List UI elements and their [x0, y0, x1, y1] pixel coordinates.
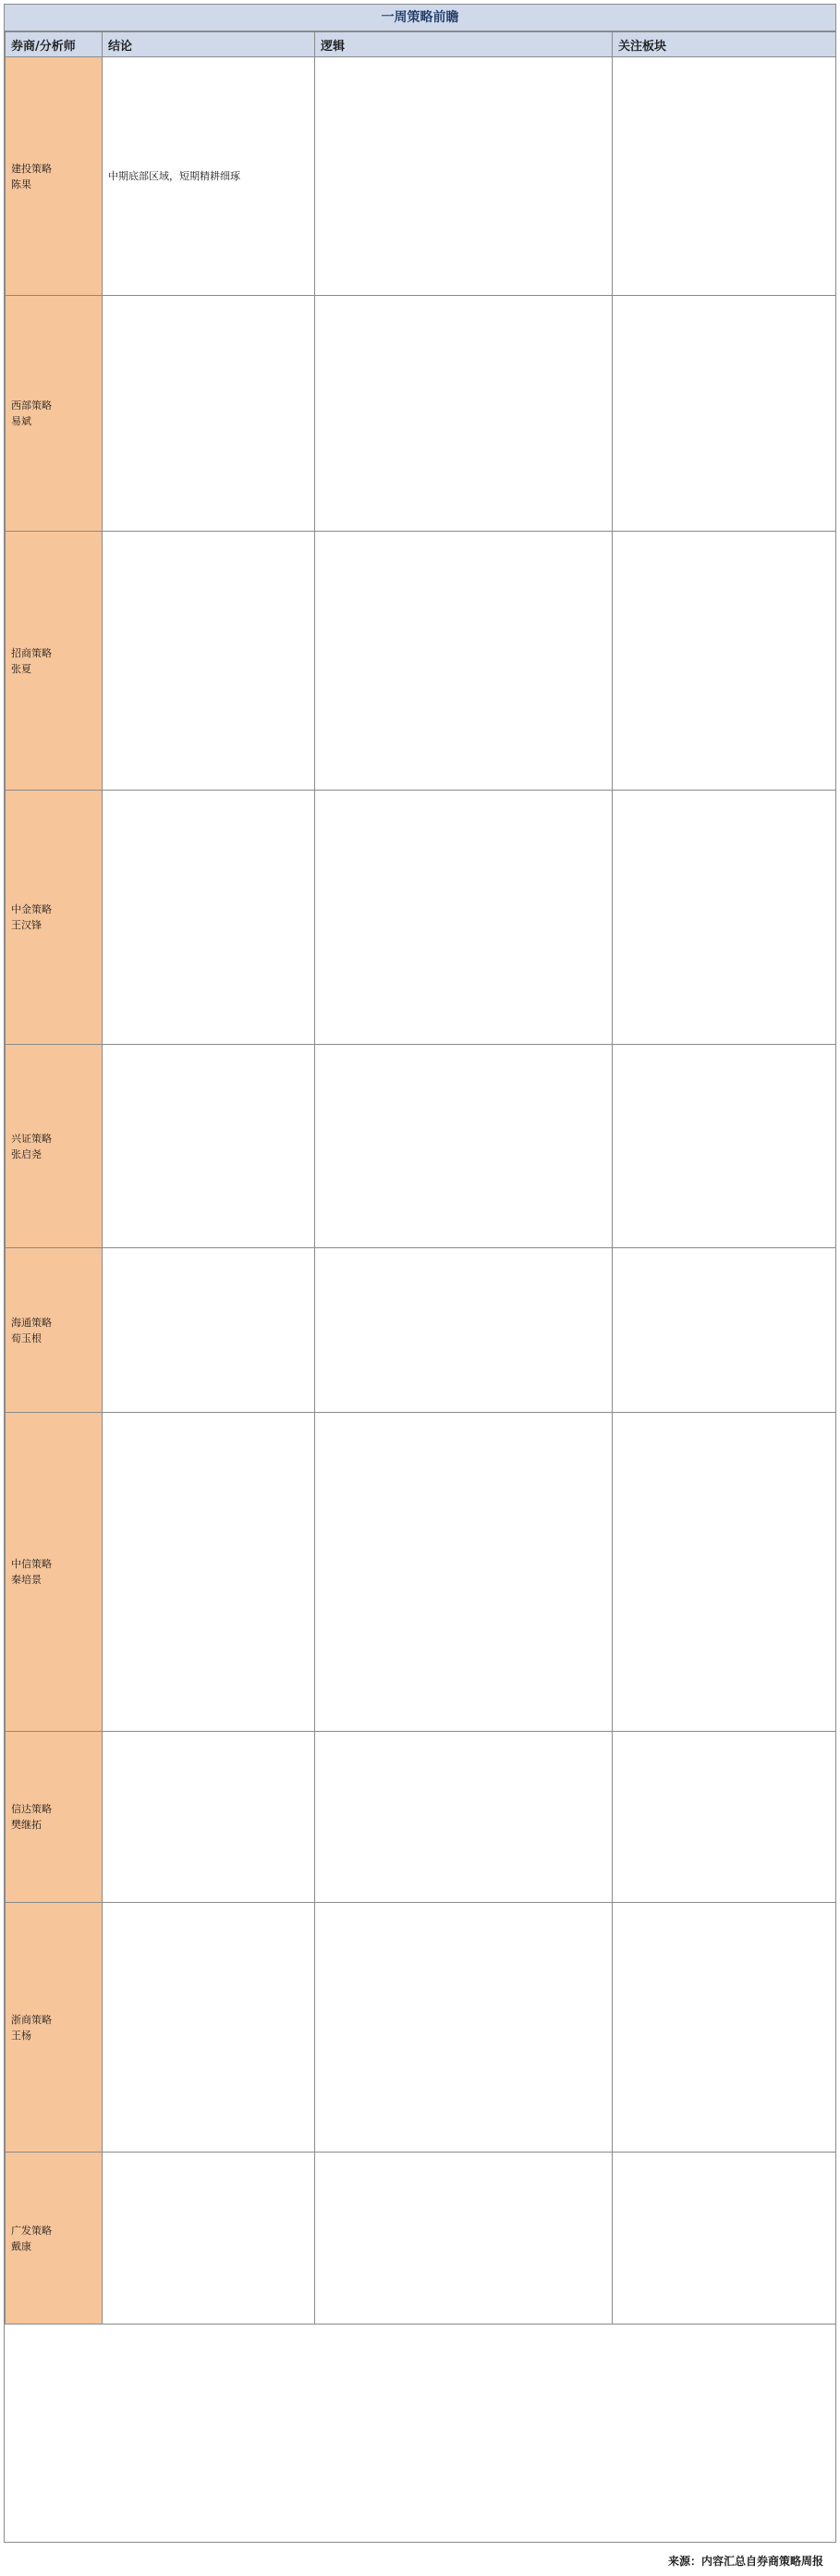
- conclusion-cell: [103, 1248, 315, 1413]
- conclusion-cell: [103, 2153, 315, 2325]
- analyst-name: 易斌: [11, 415, 31, 427]
- conclusion-cell: [103, 1413, 315, 1732]
- conclusion-cell: 中期底部区域，短期精耕细琢: [103, 57, 315, 296]
- table-row: [6, 57, 837, 296]
- broker-name: 兴证策略: [11, 1132, 52, 1145]
- analyst-name: 张夏: [11, 662, 31, 675]
- broker-cell: [6, 1732, 103, 1903]
- broker-cell: [6, 57, 103, 296]
- analyst-name: 樊继拓: [11, 1819, 42, 1831]
- analyst-name: 秦培景: [11, 1574, 42, 1586]
- header-conclusion: 结论: [103, 32, 315, 57]
- broker-name: 海通策略: [11, 1316, 52, 1329]
- broker-cell: [6, 1045, 103, 1248]
- logic-cell: [315, 1903, 613, 2153]
- sector-cell: [613, 57, 837, 296]
- table-row: [6, 1732, 837, 1903]
- broker-cell: [6, 532, 103, 791]
- table-row: [6, 1248, 837, 1413]
- table-row: [6, 532, 837, 791]
- broker-name: 中金策略: [11, 903, 52, 915]
- table-row: [6, 296, 837, 532]
- strategy-table: [5, 31, 836, 2325]
- analyst-name: 王汉锋: [11, 919, 42, 931]
- broker-cell: [6, 1248, 103, 1413]
- broker-cell: [6, 1903, 103, 2153]
- header-row: [6, 32, 837, 57]
- conclusion-cell: [103, 791, 315, 1045]
- broker-cell: [6, 1413, 103, 1732]
- conclusion-cell: [103, 1045, 315, 1248]
- logic-cell: [315, 57, 613, 296]
- analyst-name: 戴康: [11, 2239, 31, 2252]
- logic-cell: [315, 2153, 613, 2325]
- analyst-name: 王杨: [11, 2029, 31, 2042]
- logic-cell: [315, 296, 613, 532]
- logic-cell: [315, 1413, 613, 1732]
- broker-cell: [6, 296, 103, 532]
- table-row: [6, 1045, 837, 1248]
- sector-cell: [613, 1413, 837, 1732]
- table-row: [6, 1903, 837, 2153]
- source-note: 来源：内容汇总自券商策略周报: [667, 2555, 823, 2568]
- conclusion-cell: [103, 1903, 315, 2153]
- sector-cell: [613, 1248, 837, 1413]
- broker-cell: [6, 791, 103, 1045]
- conclusion-cell: [103, 296, 315, 532]
- table-row: [6, 1413, 837, 1732]
- table-title: 一周策略前瞻: [5, 5, 835, 31]
- logic-cell: [315, 1045, 613, 1248]
- table-row: [6, 2153, 837, 2325]
- broker-name: 招商策略: [11, 646, 52, 659]
- header-broker: 券商/分析师: [6, 32, 103, 57]
- broker-name: 广发策略: [11, 2224, 52, 2237]
- strategy-table-sheet: [4, 4, 836, 2543]
- table-row: [6, 791, 837, 1045]
- sector-cell: [613, 1732, 837, 1903]
- logic-cell: [315, 1732, 613, 1903]
- logic-cell: [315, 791, 613, 1045]
- logic-cell: [315, 532, 613, 791]
- sector-cell: [613, 532, 837, 791]
- sector-cell: [613, 1903, 837, 2153]
- sector-cell: [613, 791, 837, 1045]
- table-body: [6, 57, 837, 2325]
- analyst-name: 荀玉根: [11, 1331, 42, 1344]
- broker-name: 西部策略: [11, 399, 52, 411]
- conclusion-cell: [103, 532, 315, 791]
- header-logic: 逻辑: [315, 32, 613, 57]
- broker-name: 建投策略: [11, 162, 52, 175]
- analyst-name: 陈果: [11, 178, 31, 190]
- broker-name: 浙商策略: [11, 2013, 52, 2026]
- conclusion-cell: [103, 1732, 315, 1903]
- broker-name: 信达策略: [11, 1803, 52, 1815]
- sector-cell: [613, 2153, 837, 2325]
- header-sector: 关注板块: [613, 32, 837, 57]
- broker-name: 中信策略: [11, 1558, 52, 1570]
- broker-cell: [6, 2153, 103, 2325]
- analyst-name: 张启尧: [11, 1147, 42, 1160]
- sector-cell: [613, 296, 837, 532]
- sector-cell: [613, 1045, 837, 1248]
- logic-cell: [315, 1248, 613, 1413]
